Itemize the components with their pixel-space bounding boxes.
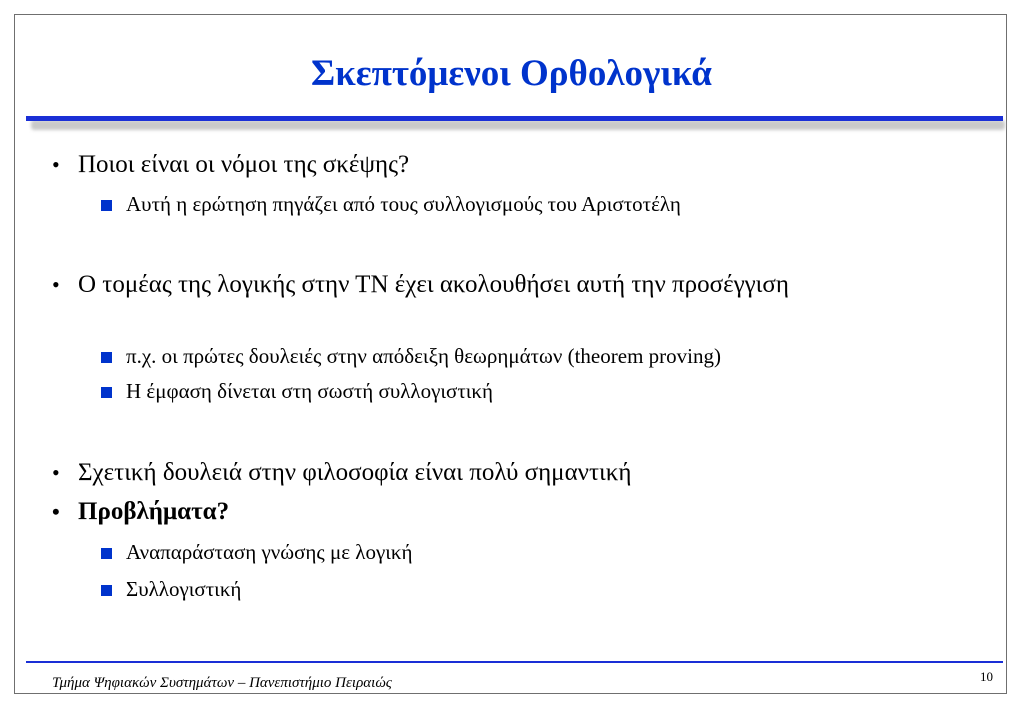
sub-bullet-text: Συλλογιστική	[126, 577, 242, 601]
bullet-item	[52, 456, 972, 489]
page-number: 10	[980, 669, 993, 684]
square-bullet-icon	[101, 548, 112, 559]
bullet-dot-icon: •	[52, 152, 60, 177]
sub-bullet-text: Αυτή η ερώτηση πηγάζει από τους συλλογισμούς του Αριστοτέλη	[126, 192, 681, 216]
square-bullet-icon	[101, 585, 112, 596]
sub-bullet-item	[101, 376, 981, 406]
bullet-item	[52, 495, 972, 528]
bullet-text: Ποιοι είναι οι νόμοι της σκέψης?	[78, 151, 410, 178]
bullet-dot-icon: •	[52, 272, 60, 297]
sub-bullet-item	[101, 574, 981, 604]
square-bullet-icon	[101, 200, 112, 211]
sub-bullet-item	[101, 537, 981, 567]
square-bullet-icon	[101, 387, 112, 398]
sub-bullet-item	[101, 189, 981, 219]
bullet-text: Προβλήματα?	[78, 498, 230, 525]
sub-bullet-item	[101, 341, 981, 371]
slide-title: Σκεπτόμενοι Ορθολογικά	[311, 53, 712, 94]
footer-rule	[26, 661, 1003, 663]
sub-bullet-text: Η έμφαση δίνεται στη σωστή συλλογιστική	[126, 379, 493, 403]
bullet-item	[52, 148, 972, 181]
bullet-dot-icon: •	[52, 499, 60, 524]
bullet-text: Ο τομέας της λογικής στην ΤΝ έχει ακολουθήσει αυτή την προσέγγιση	[78, 271, 789, 298]
sub-bullet-text: π.χ. οι πρώτες δουλειές στην απόδειξη θεωρημάτων (theorem proving)	[126, 344, 721, 368]
footer-text: Τμήμα Ψηφιακών Συστημάτων – Πανεπιστήμιο Πειραιώς	[52, 675, 392, 691]
sub-bullet-text: Αναπαράσταση γνώσης με λογική	[126, 540, 413, 564]
square-bullet-icon	[101, 352, 112, 363]
bullet-text: Σχετική δουλειά στην φιλοσοφία είναι πολύ σημαντική	[78, 459, 632, 486]
bullet-item	[52, 268, 972, 301]
bullet-dot-icon: •	[52, 460, 60, 485]
